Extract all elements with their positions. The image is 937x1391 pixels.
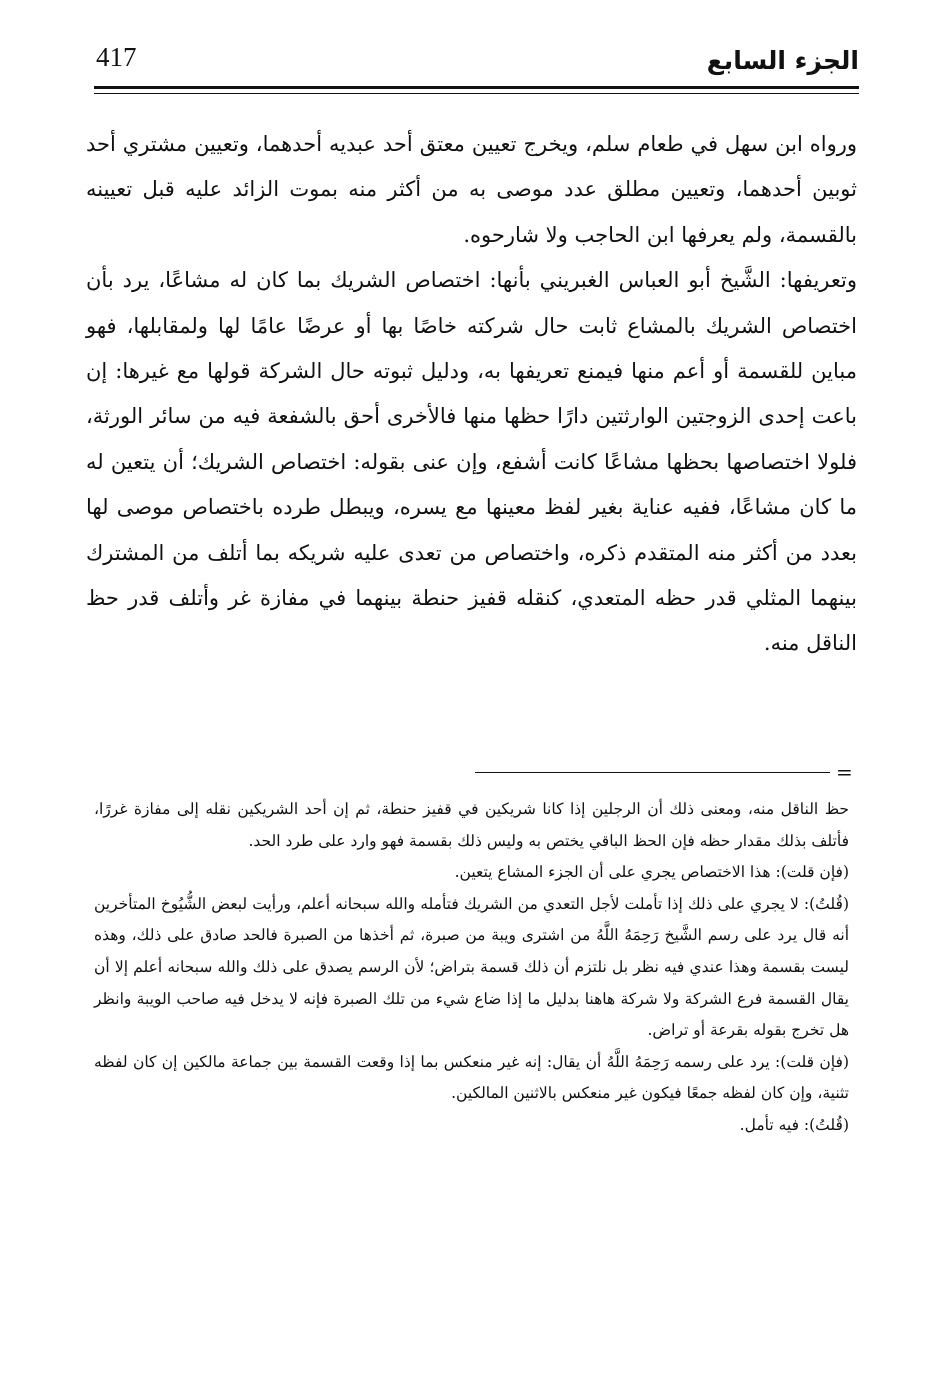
footnote-continuation-marker: = <box>836 760 853 784</box>
footnote-paragraph: (قُلتُ): فيه تأمل. <box>739 1115 849 1134</box>
footnote-paragraph: (فإن قلت): يرد على رسمه رَحِمَهُ اللَّهُ أن يقال: إنه غير منعكس بما إذا وقعت القسمة بين جماعة مالكين إن كان لفظه تثنية، وإن كان لفظه جمعًا فيكون غير منعكس بالاثنين المالكين. <box>94 1052 849 1103</box>
body-paragraph: وتعريفها: الشَّيخ أبو العباس الغبريني بأنها: اختصاص الشريك بما كان له مشاعًا، يرد بأن اختصاص الشريك بالمشاع ثابت حال شركته خاصًا بها أو عرضًا عامًا لها ولمقابلها، فهو مباين للقسمة أو أعم منها فيمنع تعريفها به، ودليل ثبوته حال الشركة قولها مع غيرها: إن باعت إحدى الزوجتين الوارثتين دارًا حظها منها فالأخرى أحق بالشفعة فيه من سائر الورثة، فلولا اختصاصها بحظها مشاعًا كانت أشفع، وإن عنى بقوله: اختصاص الشريك؛ أن يتعين له ما كان مشاعًا، ففيه عناية بغير لفظ معينها مع يسره، ويبطل طرده باختصاص موصى لها بعدد من أكثر منه المتقدم ذكره، واختصاص من تعدى عليه شريكه بما أتلف من المشترك بينهما المثلي قدر حظه المتعدي، كنقله قفيز حنطة بينهما في مفازة غر وأتلف قدر حظ الناقل منه. <box>86 268 857 656</box>
header-rule-thick <box>94 86 859 89</box>
footnote-paragraph: (قُلتُ): لا يجري على ذلك إذا تأملت لأجل التعدي من الشريك فتأمله والله سبحانه أعلم، ورأيت لبعض الشُّيُوخ المتأخرين أنه قال يرد على رسم الشَّيخ رَحِمَهُ اللَّهُ من اشترى ويبة من صبرة، ثم أخذها من الصبرة فالحد صادق على ذلك، وهذه ليست بقسمة وهذا عندي فيه نظر بل نلتزم أن ذلك قسمة بتراض؛ لأن الرسم يصدق على ذلك والله سبحانه أعلم إلا أن يقال القسمة فرع الشركة ولا شركة هاهنا بدليل ما إذا ضاع شيء من تلك الصبرة فإنه لا يدخل فيه صاحب الويبة وانظر هل تخرج بقوله بقرعة أو تراض. <box>94 894 849 1040</box>
footnote-text <box>94 794 849 1142</box>
footnote-separator <box>475 772 830 773</box>
main-body-text <box>86 122 857 667</box>
body-paragraph: ورواه ابن سهل في طعام سلم، ويخرج تعيين معتق أحد عبديه أحدهما، وتعيين مشتري أحد ثوبين أحدهما، وتعيين مطلق عدد موصى به من أكثر منه بموت الزائد عليه قبل تعيينه بالقسمة، ولم يعرفها ابن الحاجب ولا شارحوه. <box>86 132 857 247</box>
footnote-paragraph: (فإن قلت): هذا الاختصاص يجري على أن الجزء المشاع يتعين. <box>454 863 849 882</box>
page-number: 417 <box>96 42 137 72</box>
header-rule-thin <box>94 93 859 94</box>
running-title: الجزء السابع <box>706 46 859 75</box>
footnote-paragraph: حظ الناقل منه، ومعنى ذلك أن الرجلين إذا كانا شريكين في قفيز حنطة، ثم إن أحد الشريكين نقله إلى مفازة غررًا، فأتلف بذلك مقدار حظه فإن الحظ الباقي يختص به وليس ذلك بقسمة فهو وارد على طرد الحد. <box>94 800 849 850</box>
